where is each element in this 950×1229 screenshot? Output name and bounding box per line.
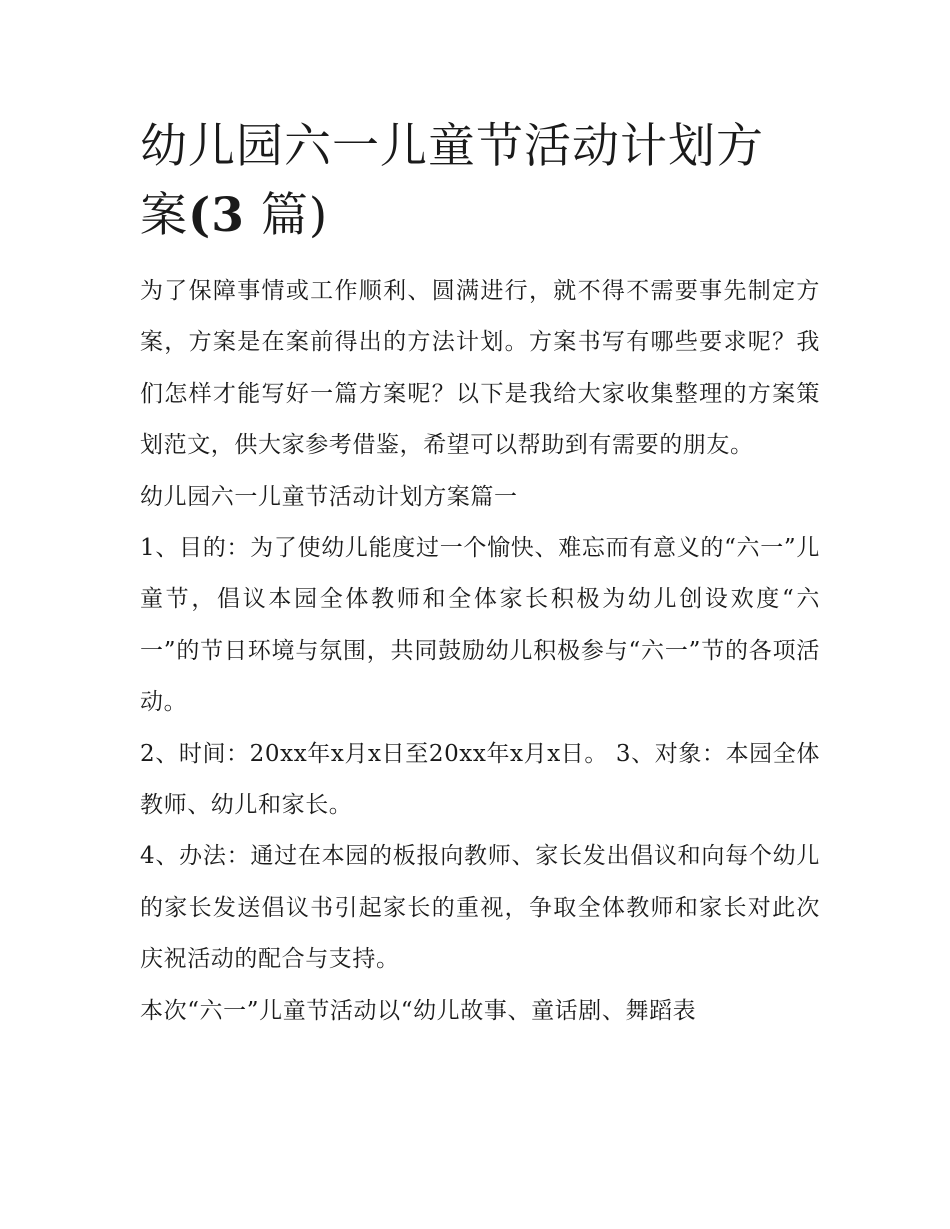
purpose-paragraph: 1、目的：为了使幼儿能度过一个愉快、难忘而有意义的“六一”儿童节，倡议本园全体教师和全体家长积极为幼儿创设欢度“六一”的节日环境与氛围，共同鼓励幼儿积极参与“六一”节的各项活动。 (140, 535, 820, 716)
intro-paragraph: 为了保障事情或工作顺利、圆满进行，就不得不需要事先制定方案，方案是在案前得出的方法计划。方案书写有哪些要求呢？我们怎样才能写好一篇方案呢？以下是我给大家收集整理的方案策划范文，供大家参考借鉴，希望可以帮助到有需要的朋友。 (140, 278, 820, 459)
activity-paragraph: 本次“六一”儿童节活动以“幼儿故事、童话剧、舞蹈表 (140, 997, 697, 1024)
section-heading: 幼儿园六一儿童节活动计划方案篇一 (140, 483, 518, 510)
title-suffix: 篇) (260, 188, 329, 243)
title-text-line2: 案(3 篇) (140, 188, 329, 243)
method-paragraph: 4、办法：通过在本园的板报向教师、家长发出倡议和向每个幼儿的家长发送倡议书引起家长的重视，争取全体教师和家长对此次庆祝活动的配合与支持。 (140, 843, 820, 973)
title-count: (3 (188, 188, 245, 243)
document-title (140, 112, 820, 250)
document-page (140, 112, 820, 1037)
document-body (140, 266, 820, 1037)
title-text: 幼儿园六一儿童节活动计划方 (140, 119, 764, 174)
time-target-paragraph: 2、时间：20xx年x月x日至20xx年x月x日。 3、对象：本园全体教师、幼儿和家长。 (140, 740, 820, 819)
